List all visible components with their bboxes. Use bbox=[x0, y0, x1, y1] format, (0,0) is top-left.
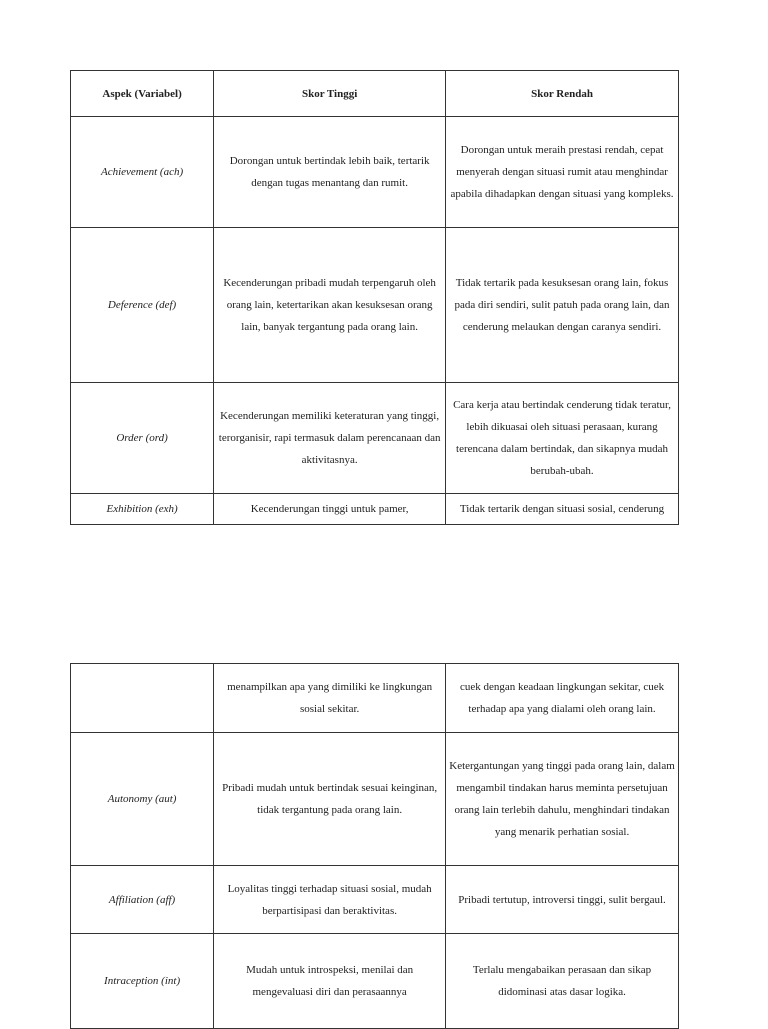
aspek-cell: Intraception (int) bbox=[71, 934, 214, 1029]
skor-tinggi-cell: Kecenderungan memiliki keteraturan yang tinggi, terorganisir, rapi termasuk dalam perencanaan dan aktivitasnya. bbox=[214, 383, 446, 494]
skor-tinggi-cell: Loyalitas tinggi terhadap situasi sosial, mudah berpartisipasi dan beraktivitas. bbox=[214, 866, 446, 934]
table-row bbox=[71, 733, 679, 866]
skor-rendah-cell: Terlalu mengabaikan perasaan dan sikap didominasi atas dasar logika. bbox=[446, 934, 679, 1029]
skor-tinggi-cell: Mudah untuk introspeksi, menilai dan mengevaluasi diri dan perasaannya bbox=[214, 934, 446, 1029]
skor-rendah-cell: Pribadi tertutup, introversi tinggi, sulit bergaul. bbox=[446, 866, 679, 934]
skor-tinggi-cell: Dorongan untuk bertindak lebih baik, tertarik dengan tugas menantang dan rumit. bbox=[214, 117, 446, 228]
table-row bbox=[71, 383, 679, 494]
header-skor-tinggi: Skor Tinggi bbox=[214, 71, 446, 117]
personality-aspects-table-continued bbox=[70, 663, 679, 1029]
table-row bbox=[71, 664, 679, 733]
skor-tinggi-cell: Kecenderungan pribadi mudah terpengaruh oleh orang lain, ketertarikan akan kesuksesan orang lain, banyak tergantung pada orang lain. bbox=[214, 228, 446, 383]
aspek-cell: Order (ord) bbox=[71, 383, 214, 494]
table-row bbox=[71, 117, 679, 228]
skor-rendah-cell: Tidak tertarik dengan situasi sosial, cenderung bbox=[446, 494, 679, 525]
aspek-cell bbox=[71, 664, 214, 733]
table-row bbox=[71, 934, 679, 1029]
skor-tinggi-cell: Pribadi mudah untuk bertindak sesuai keinginan, tidak tergantung pada orang lain. bbox=[214, 733, 446, 866]
table-row bbox=[71, 494, 679, 525]
header-row bbox=[71, 71, 679, 117]
skor-rendah-cell: Ketergantungan yang tinggi pada orang lain, dalam mengambil tindakan harus meminta persetujuan orang lain terlebih dahulu, menghindari tindakan yang menarik perhatian sosial. bbox=[446, 733, 679, 866]
aspek-cell: Achievement (ach) bbox=[71, 117, 214, 228]
aspek-cell: Deference (def) bbox=[71, 228, 214, 383]
table-row bbox=[71, 228, 679, 383]
skor-rendah-cell: cuek dengan keadaan lingkungan sekitar, cuek terhadap apa yang dialami oleh orang lain. bbox=[446, 664, 679, 733]
skor-rendah-cell: Dorongan untuk meraih prestasi rendah, cepat menyerah dengan situasi rumit atau menghindar apabila dihadapkan dengan situasi yang kompleks. bbox=[446, 117, 679, 228]
table-row bbox=[71, 866, 679, 934]
header-aspek: Aspek (Variabel) bbox=[71, 71, 214, 117]
aspek-cell: Autonomy (aut) bbox=[71, 733, 214, 866]
skor-tinggi-cell: menampilkan apa yang dimiliki ke lingkungan sosial sekitar. bbox=[214, 664, 446, 733]
aspek-cell: Exhibition (exh) bbox=[71, 494, 214, 525]
aspek-cell: Affiliation (aff) bbox=[71, 866, 214, 934]
skor-tinggi-cell: Kecenderungan tinggi untuk pamer, bbox=[214, 494, 446, 525]
skor-rendah-cell: Cara kerja atau bertindak cenderung tidak teratur, lebih dikuasai oleh situasi perasaan, kurang terencana dalam bertindak, dan sikapnya mudah berubah-ubah. bbox=[446, 383, 679, 494]
skor-rendah-cell: Tidak tertarik pada kesuksesan orang lain, fokus pada diri sendiri, sulit patuh pada orang lain, dan cenderung melaukan dengan caranya sendiri. bbox=[446, 228, 679, 383]
header-skor-rendah: Skor Rendah bbox=[446, 71, 679, 117]
personality-aspects-table bbox=[70, 70, 679, 525]
